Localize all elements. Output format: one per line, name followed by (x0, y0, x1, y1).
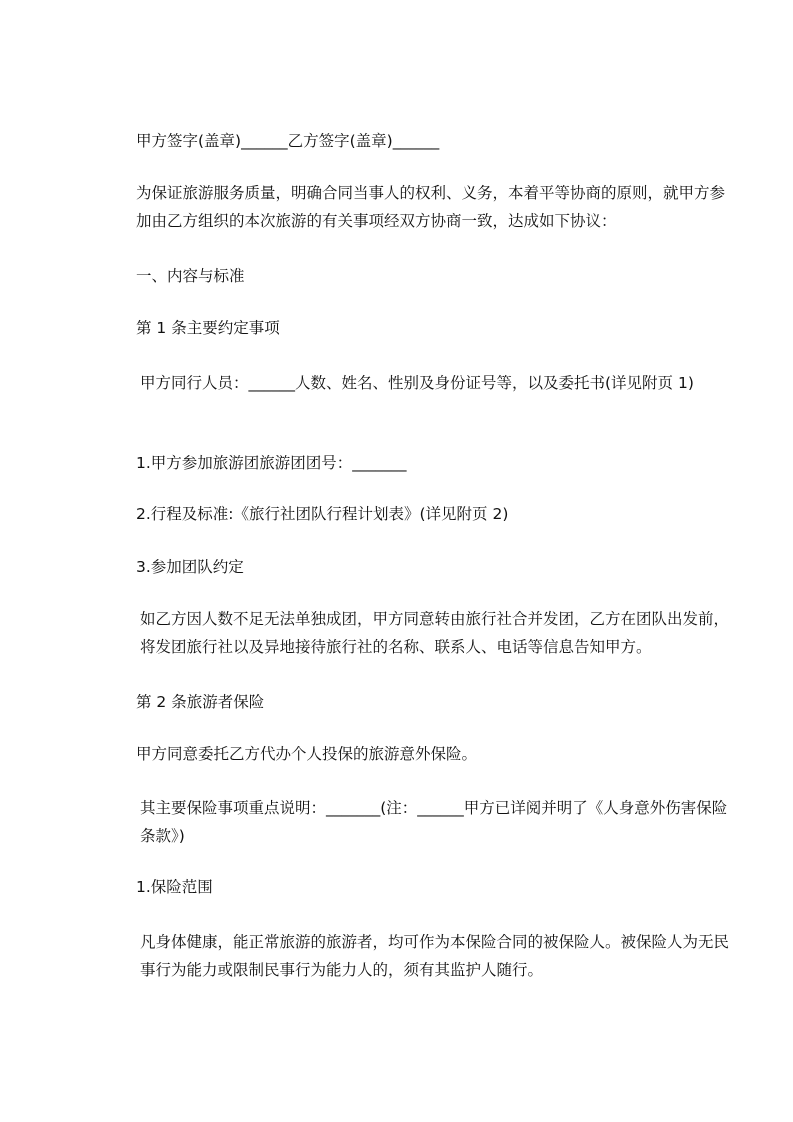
intro-paragraph (104, 179, 736, 235)
intro-text: 为保证旅游服务质量，明确合同当事人的权利、义务，本着平等协商的原则，就甲方参加由乙方组织的本次旅游的有关事项经双方协商一致，达成如下协议： (136, 184, 726, 230)
insurance-notes-paragraph (104, 794, 740, 850)
item-2: 2.行程及标准:《旅行社团队行程计划表》(详见附页 2) (136, 505, 509, 523)
item-3: 3.参加团队约定 (136, 558, 244, 576)
companions-paragraph (104, 369, 740, 397)
companions-text: 甲方同行人员：______人数、姓名、性别及身份证号等，以及委托书(详见附页 1) (140, 374, 694, 392)
item-3-body (104, 605, 740, 661)
insurance-notes-text: 其主要保险事项重点说明：_______(注：______甲方已详阅并明了《人身意外伤害保险条款》) (140, 799, 728, 845)
insurance-scope-heading: 1.保险范围 (136, 878, 213, 896)
insurance-scope-body (104, 928, 740, 984)
item-1: 1.甲方参加旅游团旅游团团号：_______ (136, 454, 407, 472)
section-1-heading: 一、内容与标准 (136, 267, 245, 285)
signature-line: 甲方签字(盖章)______乙方签字(盖章)______ (136, 132, 440, 150)
insurance-entrust: 甲方同意委托乙方代办个人投保的旅游意外保险。 (136, 745, 478, 763)
article-2-heading: 第 2 条旅游者保险 (136, 693, 265, 711)
article-1-heading: 第 1 条主要约定事项 (136, 319, 280, 337)
insurance-scope-text: 凡身体健康，能正常旅游的旅游者，均可作为本保险合同的被保险人。被保险人为无民事行为能力或限制民事行为能力人的，须有其监护人随行。 (140, 933, 730, 979)
item-3-body-text: 如乙方因人数不足无法单独成团，甲方同意转由旅行社合并发团，乙方在团队出发前，将发团旅行社以及异地接待旅行社的名称、联系人、电话等信息告知甲方。 (140, 610, 730, 656)
